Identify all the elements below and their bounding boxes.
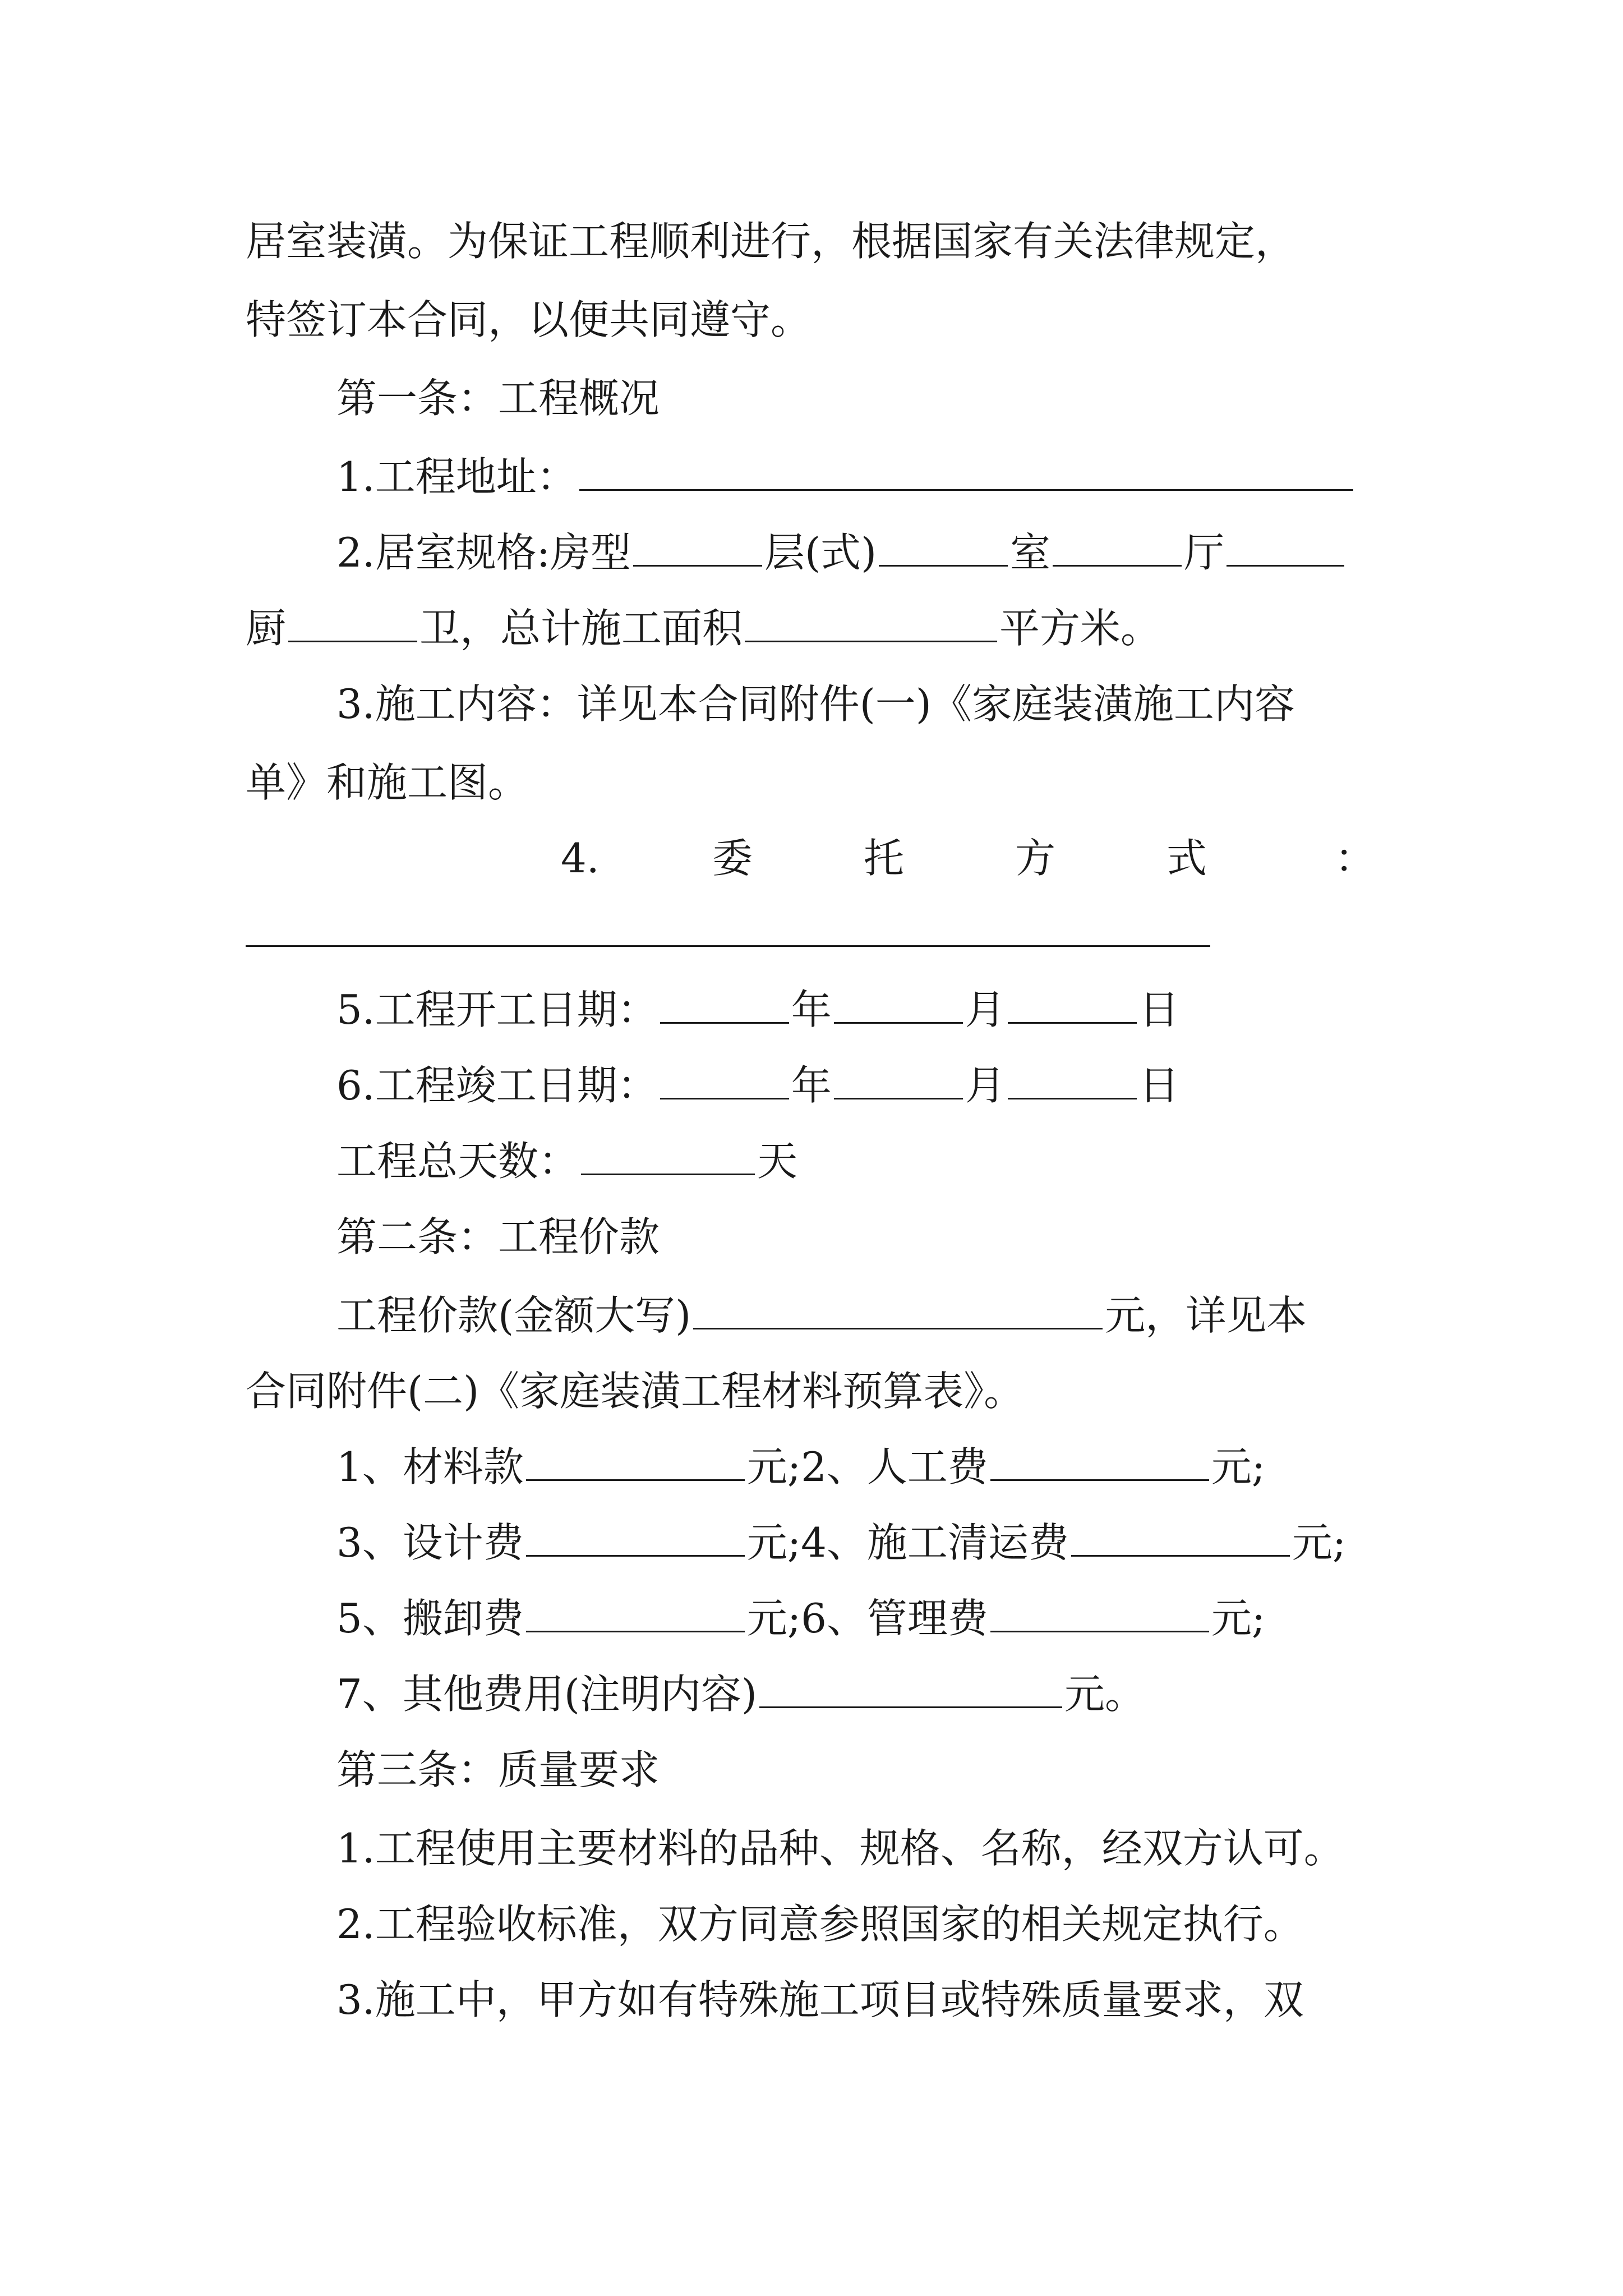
item-5-label: 5.工程开工日期：: [336, 986, 658, 1033]
quality-item-3: 3.施工中，甲方如有特殊施工项目或特殊质量要求，双: [336, 1976, 1304, 2023]
item-3-line-1: 3.施工内容：详见本合同附件(一)《家庭装潢施工内容: [336, 680, 1295, 728]
bath-blank[interactable]: [288, 601, 417, 642]
total-days-label: 工程总天数：: [336, 1138, 579, 1185]
item-2-unit: 平方米。: [999, 605, 1161, 652]
fee-cleanup-blank[interactable]: [1071, 1516, 1290, 1557]
fee-line-2: [336, 1515, 1346, 1571]
fee-labor-blank[interactable]: [990, 1440, 1209, 1481]
price-amount-blank[interactable]: [693, 1289, 1103, 1329]
item-3-line-2: 单》和施工图。: [246, 759, 529, 806]
end-year-label: 年: [791, 1062, 832, 1109]
start-day-label: 日: [1138, 986, 1179, 1033]
item-4-char-shi: 式: [1166, 835, 1207, 882]
end-month-label: 月: [965, 1062, 1006, 1109]
room-blank[interactable]: [879, 526, 1008, 567]
fee-line-3: [336, 1590, 1265, 1646]
total-days-unit: 天: [757, 1138, 798, 1185]
item-2-chu: 厨: [246, 605, 287, 652]
end-year-blank[interactable]: [660, 1059, 789, 1099]
fee-material-blank[interactable]: [526, 1440, 745, 1481]
article-2-title: 第二条：工程价款: [336, 1213, 660, 1260]
start-year-label: 年: [791, 986, 832, 1033]
item-6-label: 6.工程竣工日期：: [336, 1062, 658, 1109]
item-6-end-date: [336, 1057, 1179, 1114]
fee-other-label: 7、其他费用(注明内容): [336, 1671, 757, 1718]
fee-other-blank[interactable]: [759, 1667, 1062, 1708]
end-day-label: 日: [1138, 1062, 1179, 1109]
fee-material-label: 1、材料款: [336, 1443, 524, 1490]
fee-line-1-end: 元;: [1211, 1443, 1266, 1490]
item-5-start-date: [336, 982, 1179, 1038]
quality-item-2: 2.工程验收标准，双方同意参照国家的相关规定执行。: [336, 1901, 1304, 1948]
delegation-blank[interactable]: [246, 945, 1210, 947]
item-4-colon: ：: [1335, 835, 1376, 882]
fee-management-label: 元;6、管理费: [746, 1595, 988, 1642]
fee-moving-blank[interactable]: [526, 1591, 745, 1632]
end-month-blank[interactable]: [834, 1059, 963, 1099]
item-2-shi: 室: [1010, 529, 1051, 576]
item-1-label: 1.工程地址：: [336, 453, 577, 500]
item-2-spec-line-1: [336, 524, 1347, 581]
hall-blank[interactable]: [1053, 526, 1182, 567]
item-4-char-wei: 委: [712, 835, 753, 882]
price-line-2: 合同附件(二)《家庭装潢工程材料预算表》。: [246, 1368, 1025, 1415]
item-4-char-fang: 方: [1015, 835, 1056, 882]
item-2-wei: 卫，总计施工面积: [419, 605, 743, 652]
intro-line-2: 特签订本合同，以便共同遵守。: [246, 296, 811, 343]
start-month-label: 月: [965, 986, 1006, 1033]
item-1-address: [336, 449, 1355, 505]
end-day-blank[interactable]: [1008, 1059, 1137, 1099]
fee-line-3-end: 元;: [1211, 1595, 1266, 1642]
kitchen-blank[interactable]: [1227, 526, 1344, 567]
price-label: 工程价款(金额大写): [336, 1292, 691, 1339]
fee-line-4-end: 元。: [1064, 1671, 1146, 1718]
item-2-prefix: 2.居室规格:房型: [336, 529, 631, 576]
item-4-char-tuo: 托: [864, 835, 905, 882]
start-year-blank[interactable]: [660, 983, 789, 1024]
start-day-blank[interactable]: [1008, 983, 1137, 1024]
fee-labor-label: 元;2、人工费: [746, 1443, 988, 1490]
article-1-title: 第一条：工程概况: [336, 375, 660, 422]
fee-line-2-end: 元;: [1292, 1519, 1347, 1566]
fee-moving-label: 5、搬卸费: [336, 1595, 524, 1642]
address-blank[interactable]: [579, 450, 1353, 491]
article-3-title: 第三条：质量要求: [336, 1746, 660, 1793]
fee-line-1: [336, 1439, 1265, 1495]
fee-management-blank[interactable]: [990, 1591, 1209, 1632]
item-2-spec-line-2: [246, 600, 1161, 656]
layer-blank[interactable]: [633, 526, 762, 567]
start-month-blank[interactable]: [834, 983, 963, 1024]
price-line-1: [336, 1287, 1307, 1343]
item-2-ting: 厅: [1184, 529, 1225, 576]
intro-line-1: 居室装潢。为保证工程顺利进行，根据国家有关法律规定，: [246, 218, 1296, 265]
quality-item-1: 1.工程使用主要材料的品种、规格、名称，经双方认可。: [336, 1825, 1344, 1872]
item-2-ceng: 层(式): [764, 529, 877, 576]
total-days-line: [336, 1133, 797, 1189]
item-4-number: 4.: [561, 835, 600, 882]
fee-design-blank[interactable]: [526, 1516, 745, 1557]
price-suffix: 元，详见本: [1105, 1292, 1307, 1339]
fee-cleanup-label: 元;4、施工清运费: [746, 1519, 1069, 1566]
fee-line-4: [336, 1666, 1145, 1722]
fee-design-label: 3、设计费: [336, 1519, 524, 1566]
total-days-blank[interactable]: [581, 1134, 755, 1175]
area-blank[interactable]: [745, 601, 997, 642]
